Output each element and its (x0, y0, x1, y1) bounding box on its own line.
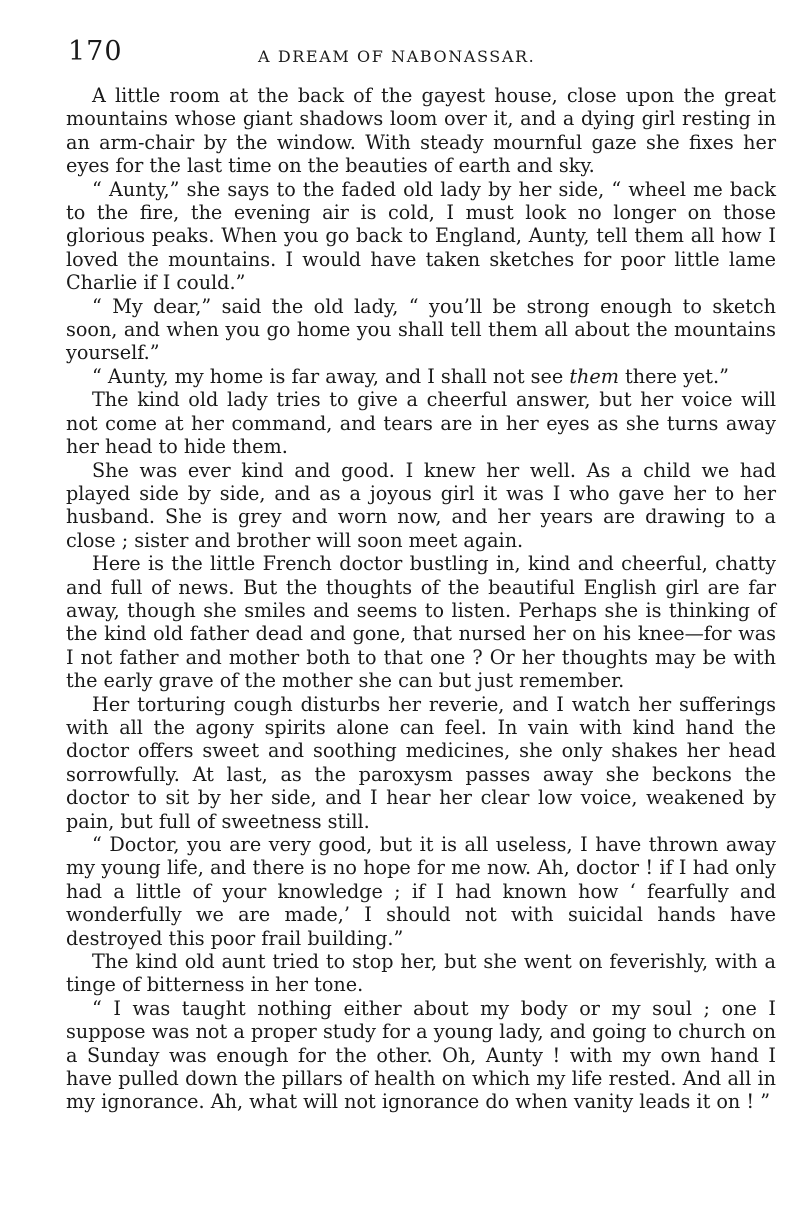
paragraph-10: The kind old aunt tried to stop her, but she went on feverishly, with a tinge of bitterness in her tone. (66, 950, 776, 997)
paragraph-6: She was ever kind and good. I knew her well. As a child we had played side by side, and as a joyous girl it was I who gave her to her husband. She is grey and worn now, and her years are drawing to a close ; sister and brother will soon meet again. (66, 458, 776, 552)
paragraph-3: “ My dear,” said the old lady, “ you’ll be strong enough to sketch soon, and when you go home you shall tell them all about the mountains yourself.” (66, 294, 776, 365)
paragraph-1: A little room at the back of the gayest house, close upon the great mountains whose giant shadows loom over it, and a dying girl resting in an arm-chair by the window. With steady mournful gaze she fixes her eyes for the last time on the beauties of earth and sky. (66, 84, 776, 178)
running-title: A DREAM OF NABONASSAR. (258, 47, 536, 66)
paragraph-9: “ Doctor, you are very good, but it is all useless, I have thrown away my young life, and there is no hope for me now. Ah, doctor ! if I had only had a little of your knowledge ; if I had known how ‘ fearfully and wonderfully we are made,’ I should not with suicidal hands have destroyed this poor frail building.” (66, 833, 776, 950)
page-header (68, 36, 767, 70)
paragraph-5: The kind old lady tries to give a cheerful answer, but her voice will not come at her command, and tears are in her eyes as she turns away her head to hide them. (66, 388, 776, 459)
page-number: 170 (68, 36, 123, 67)
paragraph-7: Here is the little French doctor bustling in, kind and cheerful, chatty and full of news. But the thoughts of the beautiful English girl are far away, though she smiles and seems to listen. Perhaps she is thinking of the kind old father dead and gone, that nursed her on his knee—for was I not father and mother both to that one ? Or her thoughts may be with the early grave of the mother she can but just remember. (66, 552, 776, 693)
paragraph-8: Her torturing cough disturbs her reverie, and I watch her sufferings with all the agony spirits alone can feel. In vain with kind hand the doctor offers sweet and soothing medicines, she only shakes her head sorrowfully. At last, as the paroxysm passes away she beckons the doctor to sit by her side, and I hear her clear low voice, weakened by pain, but full of sweetness still. (66, 692, 776, 833)
paragraph-11: “ I was taught nothing either about my body or my soul ; one I suppose was not a proper study for a young lady, and going to church on a Sunday was enough for the other. Oh, Aunty ! with my own hand I have pulled down the pillars of health on which my life rested. And all in my ignorance. Ah, what will not ignorance do when vanity leads it on ! ” (66, 996, 776, 1114)
paragraph-4-text-before: “ Aunty, my home is far away, and I shall not see (92, 364, 570, 388)
body-text (66, 84, 776, 1114)
paragraph-4 (66, 365, 776, 388)
paragraph-4-text-after: there yet.” (618, 364, 729, 388)
paragraph-2: “ Aunty,” she says to the faded old lady by her side, “ wheel me back to the fire, the evening air is cold, I must look no longer on those glorious peaks. When you go back to England, Aunty, tell them all how I loved the mountains. I would have taken sketches for poor little lame Charlie if I could.” (66, 177, 776, 295)
emphasis-them: them (569, 364, 619, 388)
